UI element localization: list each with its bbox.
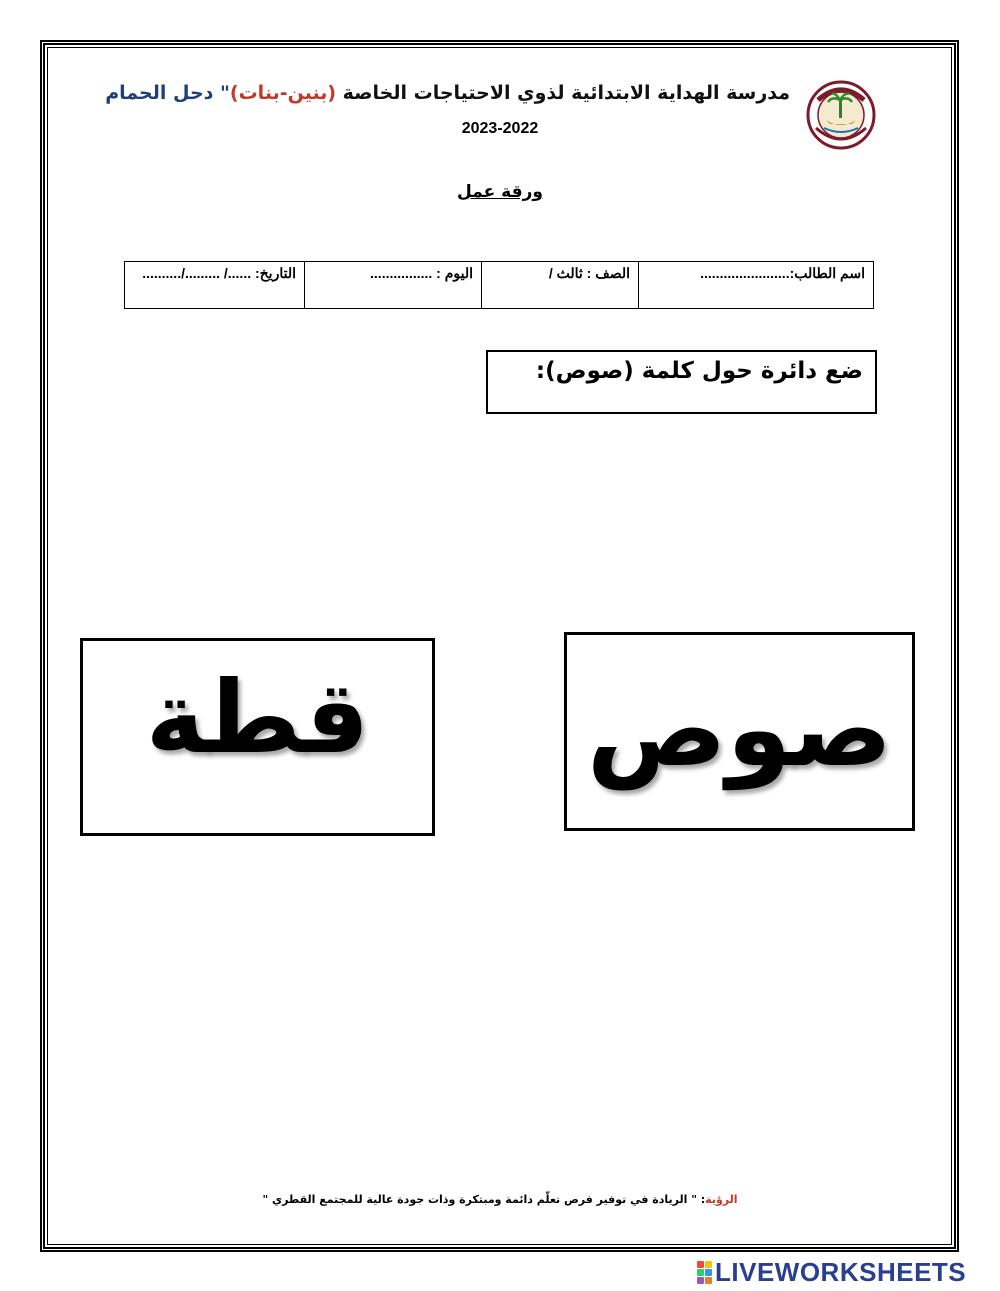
worksheet-title: ورقة عمل	[457, 182, 543, 202]
vision-statement	[250, 1193, 750, 1206]
liveworksheets-logo-icon	[697, 1261, 712, 1284]
instruction-box: ضع دائرة حول كلمة (صوص):	[486, 350, 877, 414]
liveworksheets-brand[interactable]	[697, 1258, 966, 1286]
school-name: مدرسة الهداية الابتدائية لذوي الاحتياجات الخاصة	[336, 82, 790, 104]
vision-text: : " الريادة في توفير فرص تعلّم دائمة ومبتكرة وذات جودة عالية للمجتمع القطري "	[262, 1193, 706, 1206]
student-name-cell[interactable]: اسم الطالب:.......................	[639, 262, 874, 309]
school-gender: (بنين-بنات)	[229, 82, 337, 104]
word-card-cat[interactable]: قطة	[80, 638, 435, 836]
liveworksheets-wordmark: LIVEWORKSHEETS	[715, 1256, 967, 1287]
grade-cell[interactable]: الصف : ثالث /	[482, 262, 639, 309]
school-location: " دحل الحمام	[105, 82, 230, 104]
student-info-table	[124, 261, 874, 309]
day-cell[interactable]: اليوم : ................	[305, 262, 482, 309]
school-header	[105, 82, 790, 104]
academic-year: 2023-2022	[461, 120, 539, 137]
ministry-logo	[802, 78, 880, 150]
vision-label: الرؤية	[705, 1193, 738, 1206]
word-card-chick[interactable]: صوص	[564, 632, 915, 831]
date-cell[interactable]: التاريخ: ....../ ........./..........	[125, 262, 305, 309]
